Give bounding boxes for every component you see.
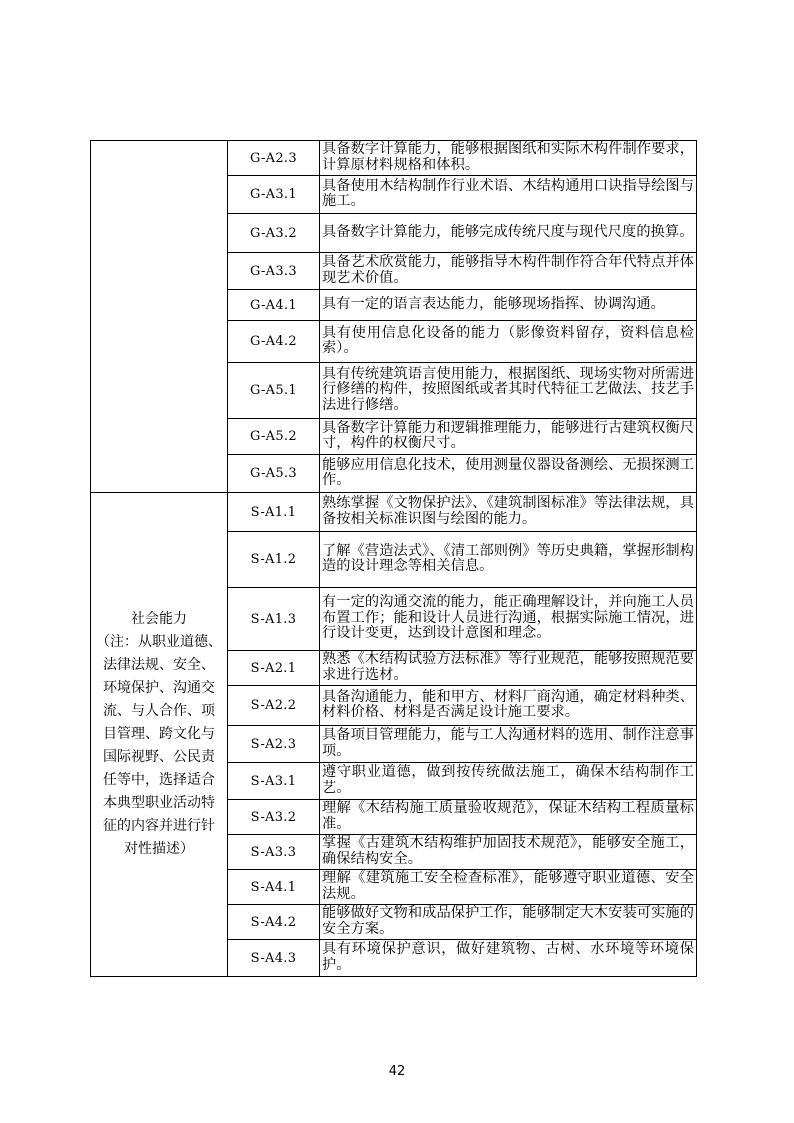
category-line: 任等中，选择适合	[103, 772, 215, 788]
competency-description: 能够做好文物和成品保护工作，能够制定大木安装可实施的安全方案。	[320, 905, 697, 940]
competency-code: S-A1.2	[228, 532, 320, 588]
competency-code: G-A3.2	[228, 214, 320, 253]
competency-code: S-A2.1	[228, 651, 320, 686]
competency-description: 具备沟通能力，能和甲方、材料厂商沟通，确定材料种类、材料价格、材料是否满足设计施工要求。	[320, 686, 697, 726]
competency-description: 具有一定的语言表达能力，能够现场指挥、协调沟通。	[320, 290, 697, 321]
competency-code: S-A1.3	[228, 588, 320, 651]
competency-description: 具备艺术欣赏能力，能够指导木构件制作符合年代特点并体现艺术价值。	[320, 253, 697, 290]
competency-description: 遵守职业道德，做到按传统做法施工，确保木结构制作工艺。	[320, 763, 697, 800]
competency-code: S-A4.2	[228, 905, 320, 940]
competency-description: 掌握《古建筑木结构维护加固技术规范》，能够安全施工，确保结构安全。	[320, 835, 697, 870]
competency-description: 具备数字计算能力，能够根据图纸和实际木构件制作要求，计算原材料规格和体积。	[320, 141, 697, 176]
competency-code: G-A5.1	[228, 363, 320, 419]
competency-code: G-A3.3	[228, 253, 320, 290]
competency-code: G-A4.1	[228, 290, 320, 321]
competency-description: 了解《营造法式》、《清工部则例》等历史典籍，掌握形制构造的设计理念等相关信息。	[320, 532, 697, 588]
category-line: 目管理、跨文化与	[103, 726, 215, 742]
category-line: 环境保护、沟通交	[103, 680, 215, 696]
competency-table-body	[91, 141, 697, 977]
competency-description: 具有使用信息化设备的能力（影像资料留存，资料信息检索）。	[320, 321, 697, 363]
table-row	[91, 493, 697, 532]
competency-description: 理解《建筑施工安全检查标准》，能够遵守职业道德、安全法规。	[320, 870, 697, 905]
competency-description: 熟悉《木结构试验方法标准》等行业规范，能够按照规范要求进行选材。	[320, 651, 697, 686]
category-line: 流、与人合作、项	[103, 703, 215, 719]
competency-code: S-A4.3	[228, 940, 320, 977]
category-cell-empty	[91, 141, 228, 493]
competency-description: 具备项目管理能力，能与工人沟通材料的选用、制作注意事项。	[320, 726, 697, 763]
competency-description: 具有环境保护意识，做好建筑物、古树、水环境等环境保护。	[320, 940, 697, 977]
category-social-ability	[91, 493, 228, 977]
category-line: 对性描述）	[124, 841, 194, 857]
competency-description: 理解《木结构施工质量验收规范》，保证木结构工程质量标准。	[320, 800, 697, 835]
competency-code: G-A4.2	[228, 321, 320, 363]
competency-code: G-A3.1	[228, 176, 320, 214]
competency-description: 有一定的沟通交流的能力，能正确理解设计，并向施工人员布置工作；能和设计人员进行沟通，根据实际施工情况，进行设计变更，达到设计意图和理念。	[320, 588, 697, 651]
competency-code: S-A4.1	[228, 870, 320, 905]
category-line: （注：从职业道德、	[96, 634, 222, 650]
competency-code: S-A2.3	[228, 726, 320, 763]
competency-code: S-A1.1	[228, 493, 320, 532]
competency-code: S-A3.3	[228, 835, 320, 870]
competency-description: 具有传统建筑语言使用能力，根据图纸、现场实物对所需进行修缮的构件，按照图纸或者其时代特征工艺做法、技艺手法进行修缮。	[320, 363, 697, 419]
competency-code: S-A3.2	[228, 800, 320, 835]
competency-code: G-A5.2	[228, 419, 320, 455]
table-row	[91, 141, 697, 176]
category-line: 社会能力	[131, 611, 187, 627]
competency-table	[90, 140, 697, 977]
category-line: 本典型职业活动特	[103, 795, 215, 811]
competency-code: S-A2.2	[228, 686, 320, 726]
competency-code: G-A5.3	[228, 455, 320, 493]
competency-description: 具备数字计算能力，能够完成传统尺度与现代尺度的换算。	[320, 214, 697, 253]
competency-description: 能够应用信息化技术，使用测量仪器设备测绘、无损探测工作。	[320, 455, 697, 493]
category-line: 法律法规、安全、	[103, 657, 215, 673]
page-number: 42	[388, 1064, 406, 1079]
competency-code: S-A3.1	[228, 763, 320, 800]
competency-description: 具备使用木结构制作行业术语、木结构通用口诀指导绘图与施工。	[320, 176, 697, 214]
category-line: 国际视野、公民责	[103, 749, 215, 765]
competency-description: 熟练掌握《文物保护法》、《建筑制图标准》等法律法规，具备按相关标准识图与绘图的能力。	[320, 493, 697, 532]
category-line: 征的内容并进行针	[103, 818, 215, 834]
competency-code: G-A2.3	[228, 141, 320, 176]
competency-description: 具备数字计算能力和逻辑推理能力，能够进行古建筑权衡尺寸，构件的权衡尺寸。	[320, 419, 697, 455]
